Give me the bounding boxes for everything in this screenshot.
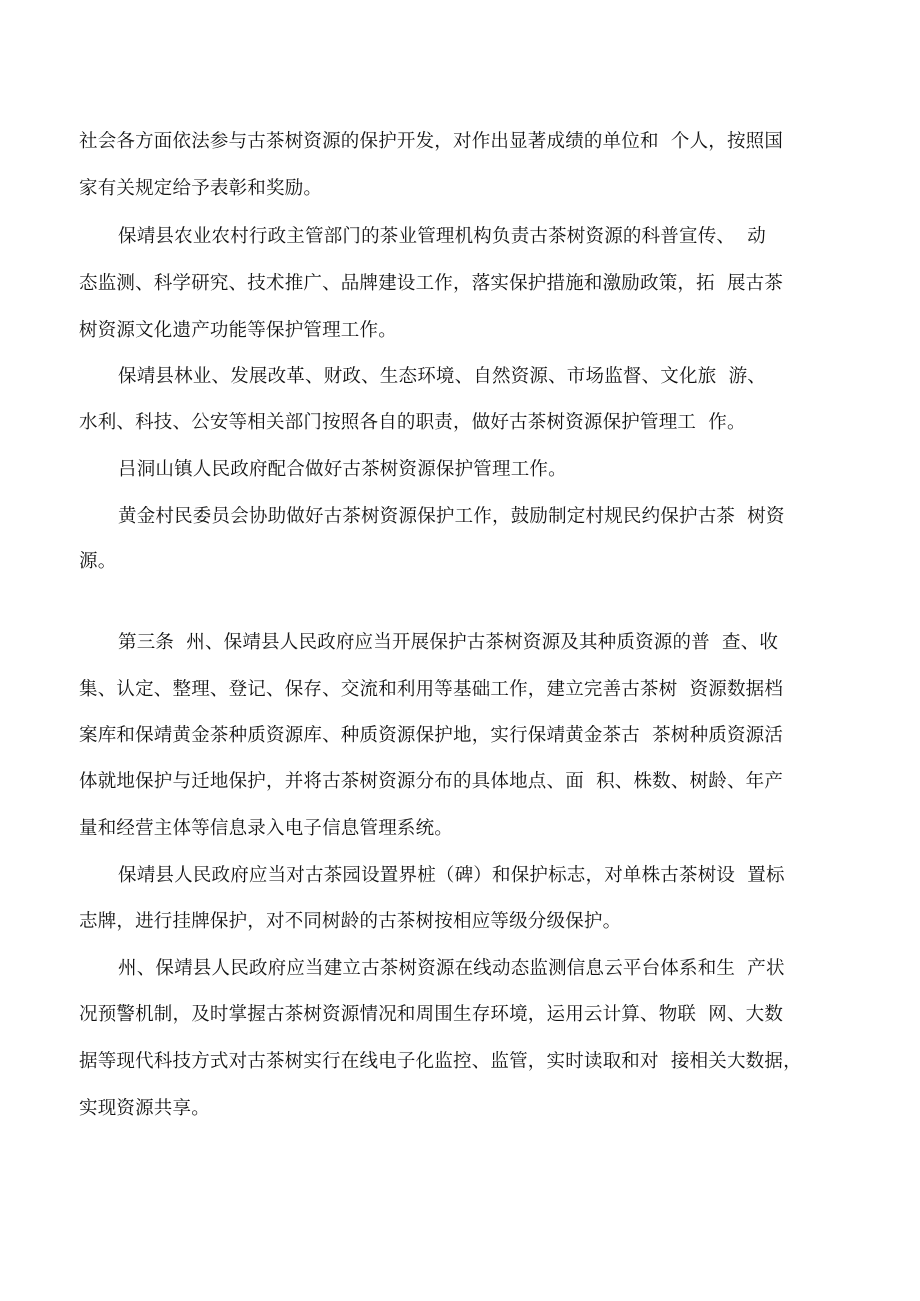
- paragraph-4-line-1: 吕洞山镇人民政府配合做好古茶树资源保护管理工作。: [118, 459, 567, 480]
- paragraph-2-line-1: 保靖县农业农村行政主管部门的茶业管理机构负责古茶树资源的科普宣传、 动: [118, 226, 766, 247]
- paragraph-1-line-2: 家有关规定给予表彰和奖励。: [79, 178, 323, 199]
- paragraph-8-line-1: 州、保靖县人民政府应当建立古茶树资源在线动态监测信息云平台体系和生 产状: [118, 958, 785, 979]
- paragraph-5-line-1: 黄金村民委员会协助做好古茶树资源保护工作，鼓励制定村规民约保护古茶 树资: [118, 506, 785, 527]
- paragraph-3-line-1: 保靖县林业、发展改革、财政、生态环境、自然资源、市场监督、文化旅 游、: [118, 366, 766, 387]
- paragraph-2-line-2: 态监测、科学研究、技术推广、品牌建设工作，落实保护措施和激励政策，拓 展古茶: [79, 273, 784, 294]
- paragraph-6-line-1: 第三条 州、保靖县人民政府应当开展保护古茶树资源及其种质资源的普 查、收: [118, 632, 779, 653]
- paragraph-2-line-3: 树资源文化遗产功能等保护管理工作。: [79, 320, 397, 341]
- paragraph-6-line-3: 案库和保靖黄金茶种质资源库、种质资源保护地，实行保靖黄金茶古 茶树种质资源活: [79, 725, 784, 746]
- paragraph-5-line-2: 源。: [79, 551, 117, 572]
- paragraph-7-line-1: 保靖县人民政府应当对古茶园设置界桩（碑）和保护标志，对单株古茶树设 置标: [118, 865, 785, 886]
- paragraph-6-line-4: 体就地保护与迁地保护，并将古茶树资源分布的具体地点、面 积、株数、树龄、年产: [79, 771, 784, 792]
- paragraph-1-line-1: 社会各方面依法参与古茶树资源的保护开发，对作出显著成绩的单位和 个人，按照国: [79, 131, 784, 152]
- paragraph-6-line-5: 量和经营主体等信息录入电子信息管理系统。: [79, 818, 454, 839]
- paragraph-8-line-2: 况预警机制，及时掌握古茶树资源情况和周围生存环境，运用云计算、物联 网、大数: [79, 1004, 784, 1025]
- paragraph-7-line-2: 志牌，进行挂牌保护，对不同树龄的古茶树按相应等级分级保护。: [79, 911, 622, 932]
- paragraph-8-line-3: 据等现代科技方式对古茶树实行在线电子化监控、监管，实时读取和对 接相关大数据，: [79, 1051, 802, 1072]
- paragraph-3-line-2: 水利、科技、公安等相关部门按照各自的职责，做好古茶树资源保护管理工 作。: [79, 412, 746, 433]
- paragraph-6-line-2: 集、认定、整理、登记、保存、交流和利用等基础工作，建立完善古茶树 资源数据档: [79, 679, 784, 700]
- paragraph-8-line-4: 实现资源共享。: [79, 1098, 210, 1119]
